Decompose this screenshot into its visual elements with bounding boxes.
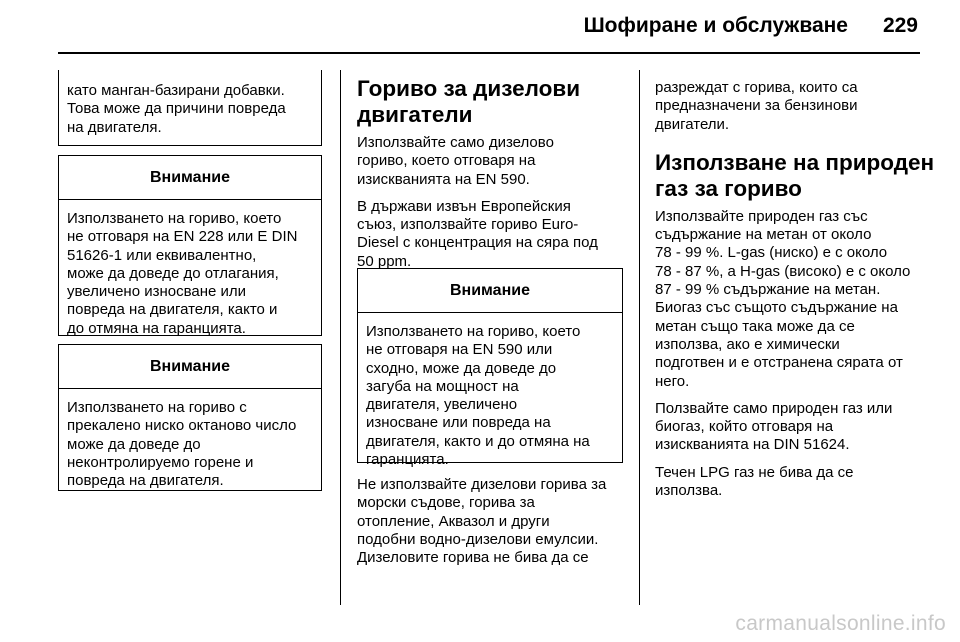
watermark: carmanualsonline.info: [735, 612, 946, 635]
paragraph: Ползвайте само природен газ или биогаз, който отговаря на изискванията на DIN 51624.: [655, 399, 893, 454]
paragraph: Използвайте само дизелово гориво, което отговаря на изискванията на EN 590.: [357, 134, 554, 188]
header-rule: [58, 52, 920, 54]
warning-text: Използването на гориво, което не отговаря на EN 228 или E DIN 51626-1 или еквивалентно, може да доведе до отлагания, увеличено износване или повреда на двигателя, както и до отмяна на гаранцията.: [67, 210, 298, 337]
column-2: [357, 76, 627, 271]
section-heading-natural-gas: Използване на природен газ за гориво: [655, 149, 935, 201]
paragraph: В държави извън Европейския съюз, използвайте гориво Euro- Diesel с концентрация на сяра под 50 ppm.: [357, 197, 598, 270]
page-title: Шофиране и обслужване: [583, 14, 848, 37]
section-heading-diesel: Гориво за дизелови двигатели: [357, 76, 581, 127]
page-number: 229: [882, 14, 918, 37]
warning-box-octane: [58, 344, 322, 491]
paragraph: Използвайте природен газ със съдържание на метан от около 78 - 99 %. L-gas (ниско) е с около 78 - 87 %, а H-gas (високо) е с около 87 - 99 % съдържание на метан. Биогаз със същото съдържание на метан също така може да се използва, ако е химически подготвен и е отстранена сярата от него.: [655, 207, 911, 390]
paragraph: Не използвайте дизелови горива за морски съдове, горива за отопление, Аквазол и други подобни водно-дизелови емулсии. Дизеловите горива не бива да се: [357, 476, 607, 567]
warning-box-ron: [58, 155, 322, 336]
warning-box-diesel: [357, 268, 623, 469]
warning-text: Използването на гориво, което не отговаря на EN 590 или сходно, може да доведе до загуба на мощност на двигателя, увеличено износване или повреда на двигателя, както и до отмяна на гаранцията.: [366, 323, 590, 469]
column-divider-2: [639, 70, 640, 605]
warning-title: Внимание: [59, 156, 321, 200]
paragraph: разреждат с горива, които са предназначени за бензинови двигатели.: [655, 79, 858, 133]
column-3: [655, 79, 955, 500]
warning-title: Внимание: [358, 269, 622, 313]
continued-note-text: като манган-базирани добавки. Това може да причини повреда на двигателя.: [67, 82, 286, 136]
warning-text: Използването на гориво с прекалено ниско октаново число може да доведе до неконтролируемо горене и повреда на двигателя.: [67, 399, 297, 490]
paragraph: Течен LPG газ не бива да се използва.: [655, 463, 854, 500]
column-divider-1: [340, 70, 341, 605]
page-header: [0, 0, 960, 50]
warning-title: Внимание: [59, 345, 321, 389]
continued-note-box: [58, 70, 322, 146]
column-2-bottom: [357, 476, 631, 567]
